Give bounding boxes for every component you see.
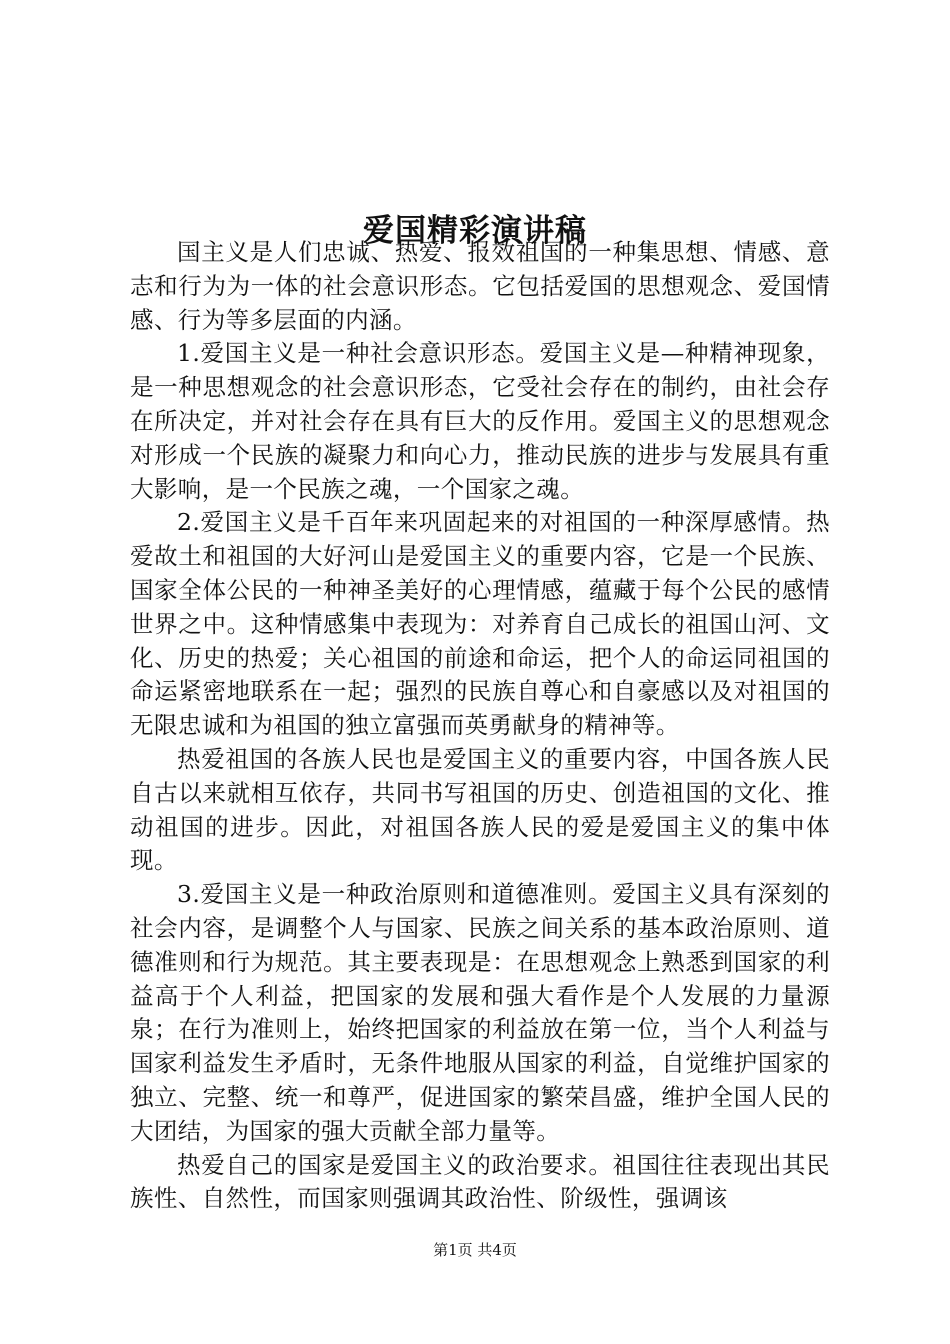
document-body [130,236,830,1216]
paragraph-political-requirement: 热爱自己的国家是爱国主义的政治要求。祖国往往表现出其民族性、自然性，而国家则强调其政治性、阶级性，强调该 [130,1150,830,1213]
page-footer: 第1页 共4页 [433,1241,517,1259]
paragraph-point-1: 1.爱国主义是一种社会意识形态。爱国主义是—种精神现象，是一种思想观念的社会意识形态，它受社会存在的制约，由社会存在所决定，并对社会存在具有巨大的反作用。爱国主义的思想观念对形成一个民族的凝聚力和向心力，推动民族的进步与发展具有重大影响，是一个民族之魂，一个国家之魂。 [130,339,830,503]
paragraph-intro: 国主义是人们忠诚、热爱、报效祖国的一种集思想、情感、意志和行为为一体的社会意识形态。它包括爱国的思想观念、爱国情感、行为等多层面的内涵。 [130,238,830,334]
paragraph-ethnic-groups: 热爱祖国的各族人民也是爱国主义的重要内容，中国各族人民自古以来就相互依存，共同书写祖国的历史、创造祖国的文化、推动祖国的进步。因此，对祖国各族人民的爱是爱国主义的集中体现。 [130,744,830,875]
document-title: 爱国精彩演讲稿 [363,212,587,249]
paragraph-point-3: 3.爱国主义是一种政治原则和道德准则。爱国主义具有深刻的社会内容，是调整个人与国家、民族之间关系的基本政治原则、道德准则和行为规范。其主要表现是：在思想观念上熟悉到国家的利益高于个人利益，把国家的发展和强大看作是个人发展的力量源泉；在行为准则上，始终把国家的利益放在第一位，当个人利益与国家利益发生矛盾时，无条件地服从国家的利益，自觉维护国家的独立、完整、统一和尊严，促进国家的繁荣昌盛，维护全国人民的大团结，为国家的强大贡献全部力量等。 [130,880,830,1145]
paragraph-point-2: 2.爱国主义是千百年来巩固起来的对祖国的一种深厚感情。热爱故土和祖国的大好河山是爱国主义的重要内容，它是一个民族、国家全体公民的一种神圣美好的心理情感，蕴藏于每个公民的感情世界之中。这种情感集中表现为：对养育自己成长的祖国山河、文化、历史的热爱；关心祖国的前途和命运，把个人的命运同祖国的命运紧密地联系在一起；强烈的民族自尊心和自豪感以及对祖国的无限忠诚和为祖国的独立富强而英勇献身的精神等。 [130,508,830,740]
